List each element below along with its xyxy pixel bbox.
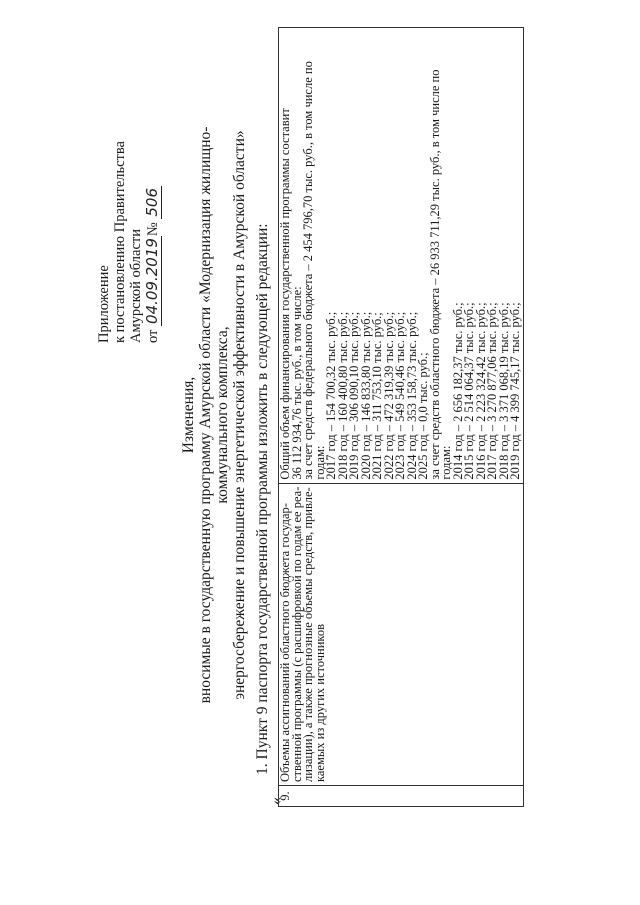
value-line: 2017 год – 3 270 877,06 тыс. руб.; [485, 302, 499, 480]
appendix-date-line [144, 23, 161, 343]
row-label [279, 483, 524, 785]
value-line: Общий объем финансирования государственной программы составит [278, 108, 292, 480]
label-line: ственной программы (с расшифровкой по годам ее реа- [289, 486, 304, 782]
value-line: 2016 год – 2 223 324,42 тыс. руб.; [473, 302, 488, 480]
instruction-text: 1. Пункт 9 паспорта государственной программы изложить в следующей редакции: [254, 223, 271, 775]
row-number: 9. [279, 786, 524, 807]
handwritten-date: 04.09.2019 [143, 238, 161, 324]
value-line: 2017 год – 154 700,32 тыс. руб.; [324, 311, 338, 480]
value-line: 2019 год – 306 090,10 тыс. руб.; [347, 311, 361, 480]
handwritten-number: 506 [143, 187, 161, 217]
value-line: 2025 год – 0,0 тыс. руб.; [416, 352, 430, 480]
value-line: 2015 год – 2 514 064,37 тыс. руб.; [462, 302, 476, 480]
value-line: 2023 год – 549 540,46 тыс. руб.; [393, 311, 407, 480]
document-title [180, 85, 248, 745]
value-line: годам: [439, 445, 453, 480]
value-line: 2019 год – 4 399 745,17 тыс. руб.; [508, 302, 522, 480]
label-line: лизации), а также прогнозные объемы средств, привле- [301, 487, 315, 782]
value-line: 36 112 934,76 тыс. руб., в том числе: [289, 286, 304, 480]
value-line: 2022 год – 472 319,39 тыс. руб.; [381, 311, 396, 480]
appendix-resolution: к постановлению Правительства [112, 141, 128, 343]
title-heading: Изменения, [180, 376, 197, 454]
value-line: за счет средств федерального бюджета – 2 454 796,70 тыс. руб., в том числе по [301, 61, 315, 480]
passport-table [278, 27, 524, 807]
appendix-block [96, 23, 161, 343]
value-line: 2014 год – 2 656 182,37 тыс. руб.; [450, 302, 465, 480]
appendix-region: Амурской области [128, 229, 144, 343]
row-value [279, 28, 524, 484]
title-line-2: вносимые в государственную программу Амурской области «Модернизация жилищно-коммунального комплекса, [197, 126, 231, 704]
value-line: 2024 год – 353 158,73 тыс. руб.; [404, 311, 419, 480]
label-line: каемых из других источников [312, 623, 327, 782]
value-line: 2021 год – 311 753,10 тыс. руб.; [370, 312, 384, 480]
value-line: 2018 год – 160 400,80 тыс. руб.; [335, 311, 350, 480]
value-line: 2020 год – 146 833,80 тыс. руб.; [358, 311, 373, 480]
appendix-title: Приложение [96, 265, 112, 343]
number-sign: № [145, 222, 161, 237]
label-line: Объемы ассигнований областного бюджета государ- [278, 503, 292, 782]
value-line: годам: [312, 445, 327, 480]
value-line: 2018 год – 3 371 068,19 тыс. руб.; [496, 302, 511, 480]
date-prefix: от [145, 329, 161, 343]
table-row [279, 28, 524, 807]
title-line-3: энергосбережение и повышение энергетической эффективности в Амурской области» [231, 130, 248, 700]
value-line: за счет средств областного бюджета – 26 933 711,29 тыс. руб., в том числе по [427, 69, 442, 480]
opening-quote: « [268, 797, 285, 805]
